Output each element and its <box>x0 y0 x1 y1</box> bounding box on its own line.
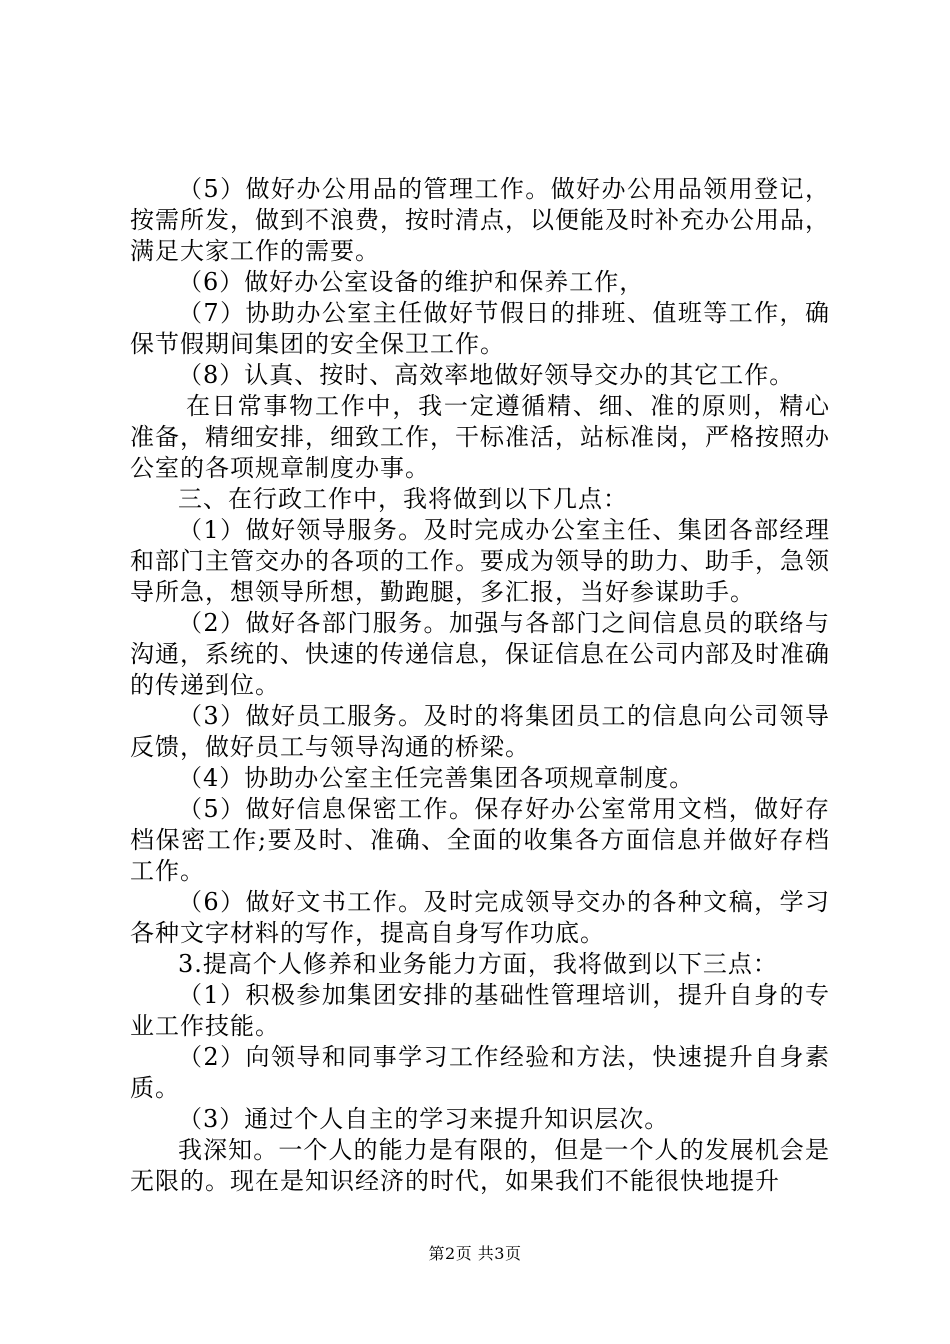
page-footer: 第2页 共3页 <box>428 1244 522 1263</box>
paragraph-1: （5）做好办公用品的管理工作。做好办公用品领用登记，按需所发，做到不浪费，按时清点，以便能及时补充办公用品，满足大家工作的需要。 <box>130 175 830 265</box>
paragraph-12: （6）做好文书工作。及时完成领导交办的各种文稿，学习各种文字材料的写作，提高自身写作功底。 <box>130 888 830 947</box>
paragraph-9: （3）做好员工服务。及时的将集团员工的信息向公司领导反馈，做好员工与领导沟通的桥梁。 <box>130 702 830 761</box>
paragraph-15: （2）向领导和同事学习工作经验和方法，快速提升自身素质。 <box>130 1043 830 1102</box>
paragraph-13: 3.提高个人修养和业务能力方面，我将做到以下三点： <box>178 950 778 978</box>
paragraph-11: （5）做好信息保密工作。保存好办公室常用文档，做好存档保密工作;要及时、准确、全面的收集各方面信息并做好存档工作。 <box>130 795 830 885</box>
paragraph-14: （1）积极参加集团安排的基础性管理培训，提升自身的专业工作技能。 <box>130 981 830 1040</box>
paragraph-4: （8）认真、按时、高效率地做好领导交办的其它工作。 <box>178 361 795 389</box>
paragraph-2: （6）做好办公室设备的维护和保养工作， <box>178 268 645 296</box>
paragraph-5: 在日常事物工作中，我一定遵循精、细、准的原则，精心准备，精细安排，细致工作，干标准活，站标准岗，严格按照办公室的各项规章制度办事。 <box>130 392 830 482</box>
paragraph-8: （2）做好各部门服务。加强与各部门之间信息员的联络与沟通，系统的、快速的传递信息，保证信息在公司内部及时准确的传递到位。 <box>130 609 830 699</box>
paragraph-3: （7）协助办公室主任做好节假日的排班、值班等工作，确保节假期间集团的安全保卫工作。 <box>130 299 830 358</box>
paragraph-6: 三、在行政工作中，我将做到以下几点： <box>178 485 628 513</box>
paragraph-10: （4）协助办公室主任完善集团各项规章制度。 <box>178 764 695 792</box>
document-body <box>130 174 830 1197</box>
paragraph-17: 我深知。一个人的能力是有限的，但是一个人的发展机会是无限的。现在是知识经济的时代，如果我们不能很快地提升 <box>130 1136 830 1195</box>
paragraph-7: （1）做好领导服务。及时完成办公室主任、集团各部经理和部门主管交办的各项的工作。要成为领导的助力、助手，急领导所急，想领导所想，勤跑腿，多汇报，当好参谋助手。 <box>130 516 830 606</box>
paragraph-16: （3）通过个人自主的学习来提升知识层次。 <box>178 1105 670 1133</box>
